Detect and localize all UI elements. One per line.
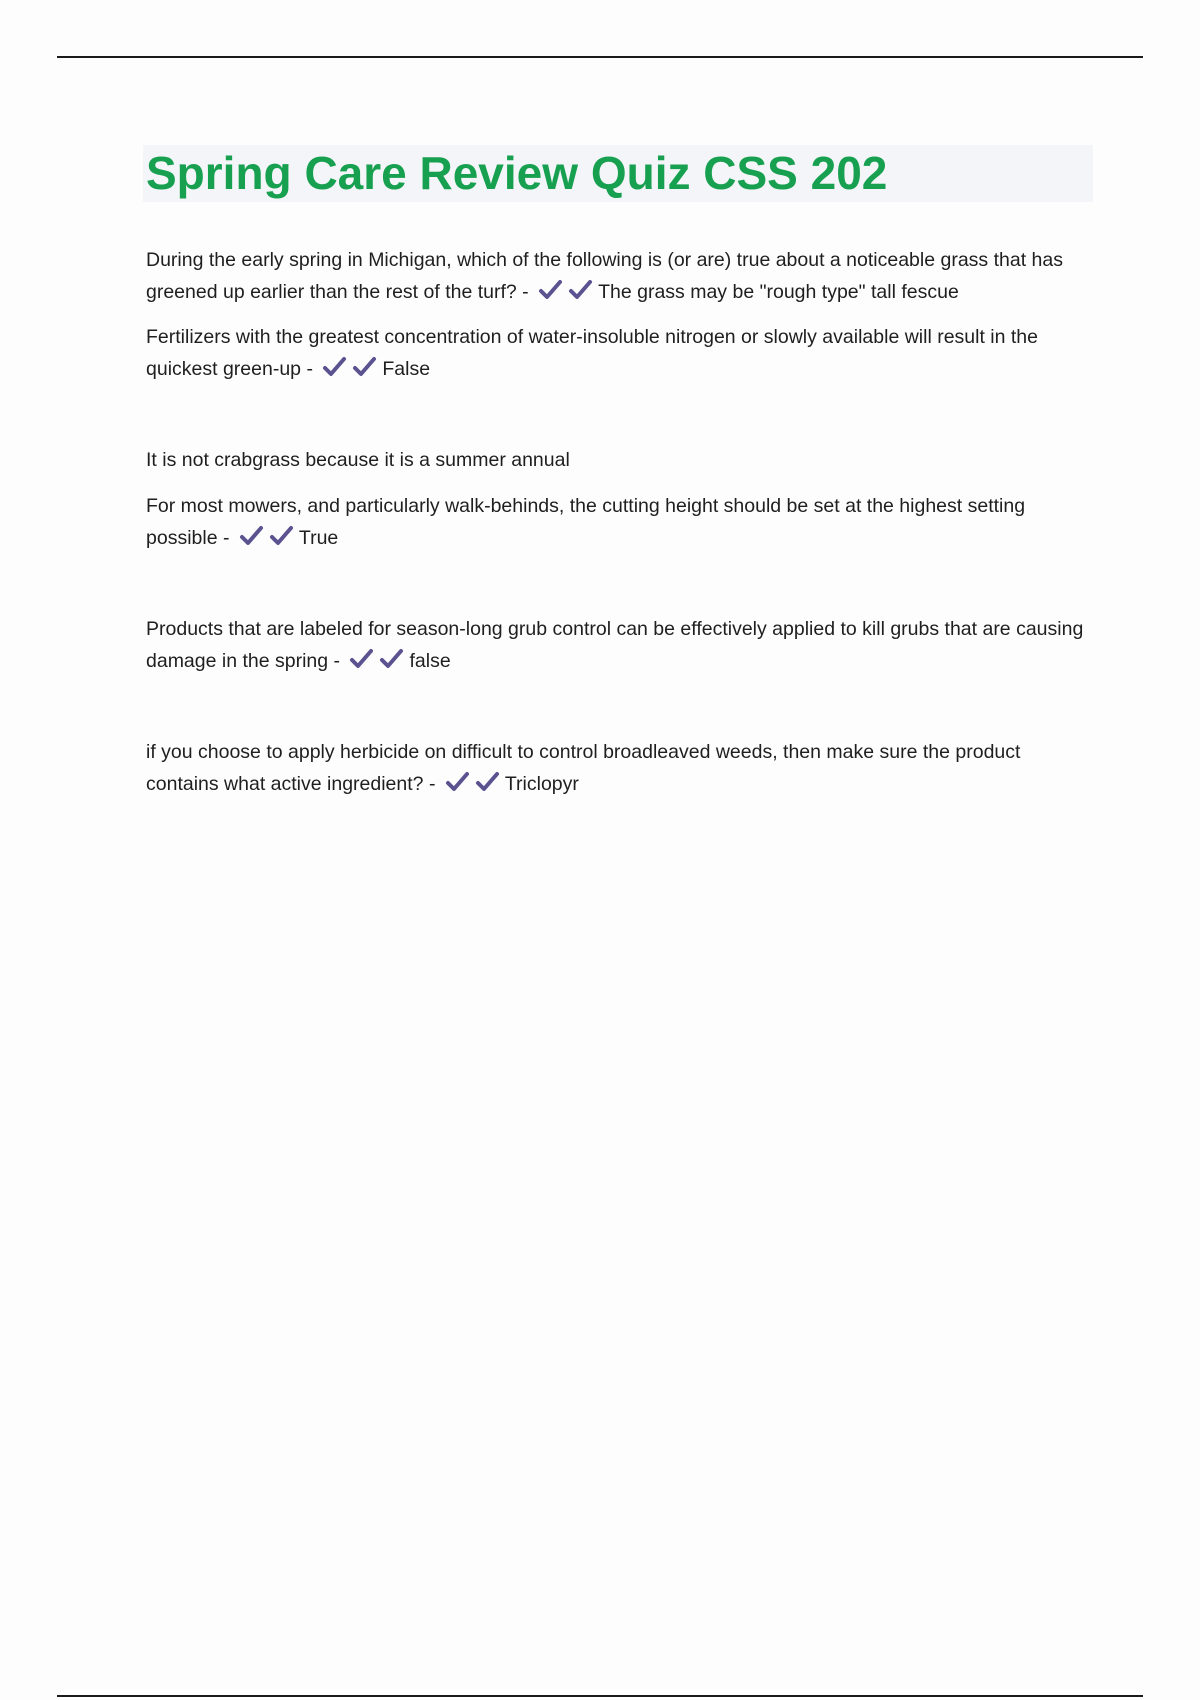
checkmark-icon bbox=[349, 648, 374, 670]
qa-item bbox=[146, 736, 1086, 800]
note-text: It is not crabgrass because it is a summer annual bbox=[146, 449, 570, 471]
qa-item bbox=[146, 244, 1086, 308]
checkmark-icon bbox=[445, 771, 470, 793]
checkmark-icon bbox=[568, 279, 593, 301]
checkmark-icon bbox=[322, 356, 347, 378]
question-text: if you choose to apply herbicide on difficult to control broadleaved weeds, then make sure the product contains what active ingredient? bbox=[146, 741, 1021, 795]
checkmark-icon bbox=[379, 648, 404, 670]
separator: - bbox=[222, 527, 230, 549]
separator: - bbox=[522, 281, 529, 303]
separator: - bbox=[306, 358, 313, 380]
checkmark-icon bbox=[538, 279, 563, 301]
header-rule bbox=[57, 56, 1143, 58]
question-text: During the early spring in Michigan, which of the following is (or are) true about a noticeable grass that has greened up earlier than the rest of the turf? bbox=[146, 249, 1063, 303]
checkmark-icon bbox=[269, 525, 294, 547]
qa-item bbox=[146, 613, 1086, 677]
qa-item bbox=[146, 490, 1086, 554]
page-title: Spring Care Review Quiz CSS 202 bbox=[146, 147, 888, 199]
checkmark-icon bbox=[352, 356, 377, 378]
separator: - bbox=[333, 650, 341, 672]
answer-text: false bbox=[409, 650, 451, 672]
separator: - bbox=[428, 773, 436, 795]
question-text: Products that are labeled for season-long grub control can be effectively applied to kill grubs that are causing damage in the spring bbox=[146, 618, 1084, 672]
question-text: Fertilizers with the greatest concentration of water-insoluble nitrogen or slowly available will result in the quickest green-up bbox=[146, 326, 1039, 380]
checkmark-icon bbox=[475, 771, 500, 793]
question-text: For most mowers, and particularly walk-behinds, the cutting height should be set at the highest setting possible bbox=[146, 495, 1026, 549]
footer-rule bbox=[57, 1695, 1143, 1697]
answer-text: False bbox=[382, 358, 431, 380]
checkmark-icon bbox=[239, 525, 264, 547]
answer-text: True bbox=[298, 527, 339, 549]
answer-text: Triclopyr bbox=[504, 773, 579, 795]
answer-text: The grass may be "rough type" tall fescue bbox=[598, 281, 959, 303]
qa-item bbox=[146, 321, 1086, 385]
